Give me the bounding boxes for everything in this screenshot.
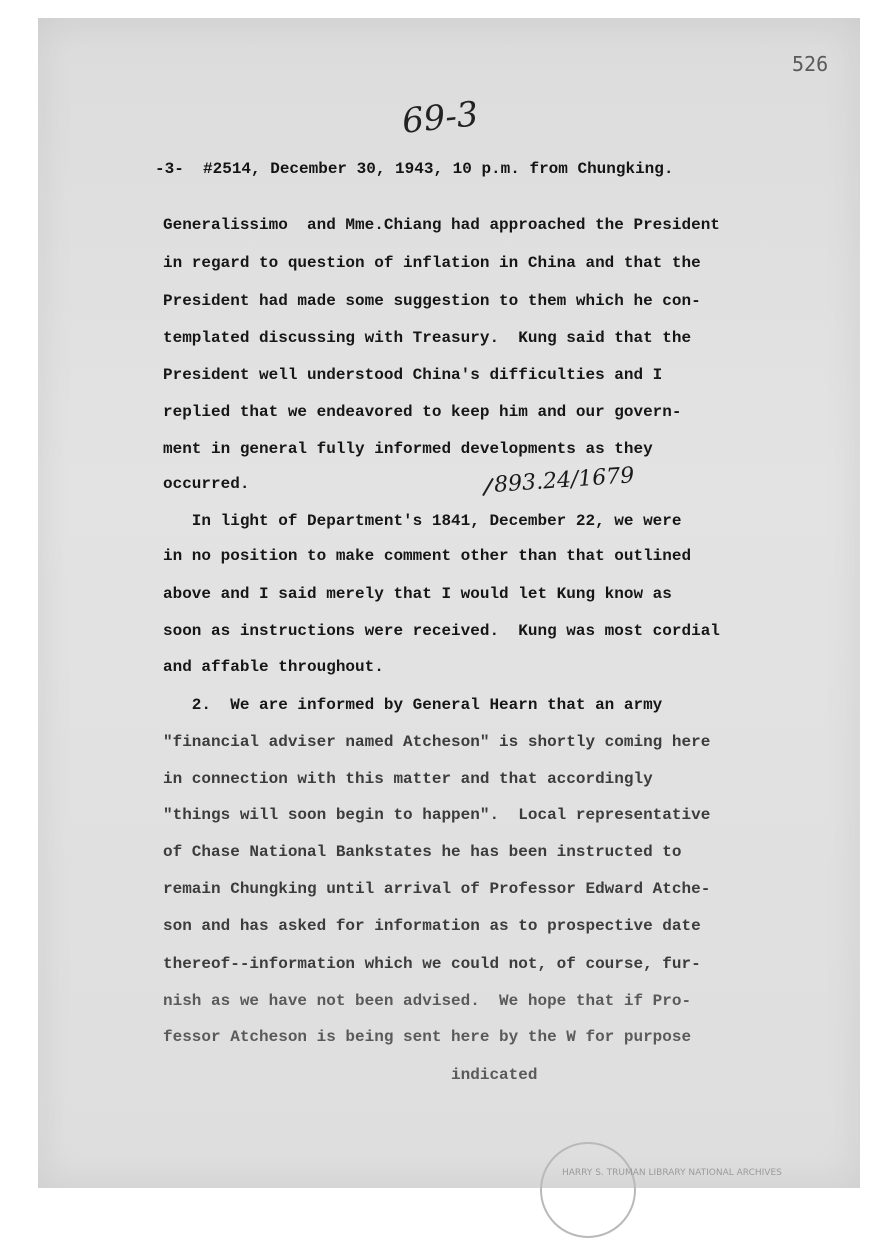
handwritten-number: 69-3: [400, 94, 481, 142]
text-line: and affable throughout.: [163, 658, 384, 676]
text-line: President well understood China's difficulties and I: [163, 366, 663, 384]
text-line: thereof--information which we could not, of course, fur-: [163, 955, 701, 973]
archive-stamp: [540, 1142, 636, 1238]
text-line: ment in general fully informed developments as they: [163, 440, 653, 458]
text-line: occurred.: [163, 475, 250, 493]
text-line: remain Chungking until arrival of Professor Edward Atche-: [163, 880, 711, 898]
text-line: of Chase National Bankstates he has been instructed to: [163, 843, 682, 861]
text-line: above and I said merely that I would let Kung know as: [163, 585, 672, 603]
text-line: soon as instructions were received. Kung was most cordial: [163, 622, 720, 640]
page-number: 526: [792, 52, 829, 76]
text-line: templated discussing with Treasury. Kung said that the: [163, 329, 692, 347]
text-line: fessor Atcheson is being sent here by the W for purpose: [163, 1028, 692, 1046]
text-line: "financial adviser named Atcheson" is shortly coming here: [163, 733, 711, 751]
text-line: in regard to question of inflation in China and that the: [163, 254, 701, 272]
text-line: in connection with this matter and that accordingly: [163, 770, 653, 788]
text-line: son and has asked for information as to prospective date: [163, 917, 701, 935]
text-line: "things will soon begin to happen". Local representative: [163, 806, 711, 824]
handwritten-file-reference: 893.24/1679: [493, 463, 636, 498]
text-line: 2. We are informed by General Hearn that an army: [163, 696, 663, 714]
telegram-header: -3- #2514, December 30, 1943, 10 p.m. from Chungking.: [155, 160, 674, 178]
text-line: in no position to make comment other than that outlined: [163, 547, 692, 565]
document-page: [38, 18, 860, 1188]
text-line: President had made some suggestion to them which he con-: [163, 292, 701, 310]
text-line: replied that we endeavored to keep him and our govern-: [163, 403, 682, 421]
text-line: indicated: [163, 1066, 538, 1084]
archive-stamp-text: HARRY S. TRUMAN LIBRARY NATIONAL ARCHIVES: [562, 1168, 782, 1178]
text-line: In light of Department's 1841, December 22, we were: [163, 512, 682, 530]
text-line: Generalissimo and Mme.Chiang had approached the President: [163, 216, 720, 234]
text-line: nish as we have not been advised. We hope that if Pro-: [163, 992, 692, 1010]
